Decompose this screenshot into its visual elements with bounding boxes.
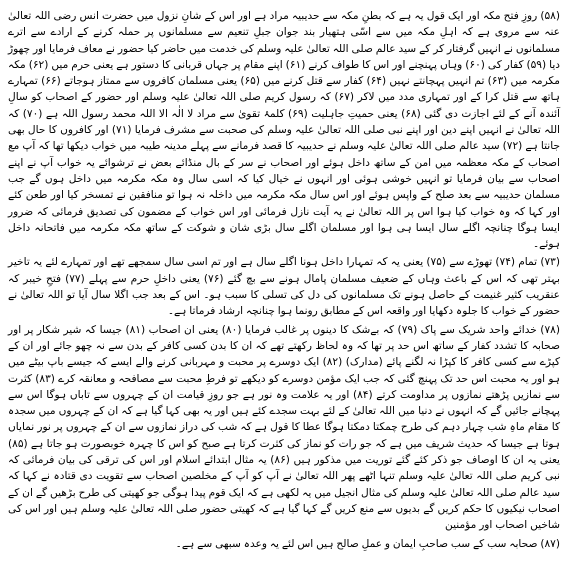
paragraph-notes-73-77: (۷۳) تمام (۷۴) تھوڑے سے (۷۵) یعنی یہ کہ تمہارا داخل ہونا اگلے سال ہے اور تم اسی سال سمجھے تھے اور تمہارے لئے یہ تاخیر بہتر تھی کہ اس کے باعث وہاں کے ضعیف مسلمان پامال ہونے سے بچ گئے (۷۶) یعنی داخلِ حرم سے پہلے (۷۷) فتحِ خیبر کہ عنقریب کثیر غنیمت کے حاصل ہونے تک مسلمانوں کی دل کی تسلی کا سبب ہو۔ اس کے بعد جب اگلا سال آیا تو اللہ تعالیٰ نے حضور کے خواب کا جلوہ دکھایا اور واقعہ اس کے مطابق رونما ہوا چنانچہ ارشاد فرماتا ہے۔ [8,256,561,318]
paragraph-note-87: (۸۷) صحابہ سب کے سب صاحبِ ایمان و عملِ صالح ہیں اس لئے یہ وعدہ سبھی سے ہے۔ [175,537,560,550]
paragraph-notes-78-86: (۷۸) خدائے واحد شریک سے پاک (۷۹) کہ بےشک کا دینوں پر غالب فرمایا (۸۰) یعنی ان اصحاب (۸۱) جیسا کہ شیر شکار پر اور صحابہ کا تشدد کفار کے ساتھ اس حد پر تھا کہ وہ لحاظ رکھتے تھے کہ ان کا بدن کسی کافر کے بدن سے نہ چھو جائے اور ان کے کپڑے سے کسی کافر کا کپڑا نہ لگنے پائے (مدارک) (۸۲) ایک دوسرے پر محبت و مہربانی کرنے والے ایسے کہ جیسے باپ بیٹے میں ہو اور یہ محبت اس حد تک پہنچ گئی کہ جب ایک مؤمن دوسرے کو دیکھے تو فرطِ محبت سے مصافحہ و معانقہ کرے (۸۳) کثرت سے نمازیں پڑھتے نمازوں پر مداومت کرتے (۸۴) اور یہ علامت وہ نور ہے جو روزِ قیامت ان کے چہروں سے تاباں ہوگا اس سے پہچانے جائیں گے کہ انہوں نے دنیا میں اللہ تعالیٰ کے لئے بہت سجدے کئے ہیں اور یہ بھی کہا گیا ہے کہ ان کے چہروں میں سجدہ کا مقام ماہِ شب چہار دہم کی طرح چمکتا دمکتا ہوگا عطا کا قول ہے کہ شب کی دراز نمازوں سے ان کے چہروں پر نور نمایاں ہوتا ہے جیسا کہ حدیث شریف میں ہے کہ جو رات کو نماز کی کثرت کرتا ہے صبح کو اس کا چہرہ خوبصورت ہو جاتا ہے (۸۵) یعنی یہ ان کا اوصاف جو ذکر کئے گئے توریت میں مذکور ہیں (۸۶) یہ مثال ابتدائے اسلام اور اس کی ترقی کی بیان فرمائی کہ نبی کریم صلی اللہ تعالیٰ علیہ وسلم تنہا اٹھے پھر اللہ تعالیٰ نے آپ کو آپ کے مخلصین اصحاب سے تقویت دی قتادہ نے کہا کہ سید عالم صلی اللہ تعالیٰ علیہ وسلم کی مثال انجیل میں یہ لکھی ہے کہ ایک قوم پیدا ہوگی جو کھیتی کی طرح بڑھیں گے ان کے اصحاب نیکیوں کا حکم کریں گے بدیوں سے منع کریں گے کہا گیا ہے کہ کھیتی حضور صلی اللہ تعالیٰ علیہ وسلم ہیں اور اس کی شاخیں اصحاب اور مؤمنین [8,323,561,532]
paragraph-notes-58-72: (۵۸) روزِ فتح مکہ اور ایک قول یہ ہے کہ بطنِ مکہ سے حدیبیہ مراد ہے اور اس کے شانِ نزول میں حضرت انس رضی اللہ تعالیٰ عنہ سے مروی ہے کہ اہلِ مکہ میں سے اسّی ہتھیار بند جوان جبلِ تنعیم سے مسلمانوں پر حملہ کرنے کے ارادے سے اترے مسلمانوں نے انہیں گرفتار کر کے سید عالم صلی اللہ تعالیٰ علیہ وسلم کی خدمت میں حاضر کیا حضور نے معاف فرمایا اور چھوڑ دیا (۵۹) کفار کی (۶۰) وہاں پہنچنے اور اس کا طواف کرنے (۶۱) اپنے مقام پر جہاں قربانی کا دستور ہے یعنی حرم میں (۶۲) مکہ مکرمہ میں (۶۳) تم انہیں پہچانتے نہیں (۶۴) کفار سے قتل کرنے میں (۶۵) یعنی مسلمان کافروں سے ممتاز ہوجاتے (۶۶) تمہارے ہاتھ سے قتل کرا کے اور تمہاری مدد میں لاکر (۶۷) کہ رسول کریم صلی اللہ تعالیٰ علیہ وسلم اور حضور کے اصحاب کو سالِ آئندہ آنے کے لئے اجازت دی گئی (۶۸) یعنی حمیتِ جاہلیت (۶۹) کلمۂ تقویٰ سے مراد لا الٰہ الا اللہ محمد رسول اللہ ہے (۷۰) کہ اللہ تعالیٰ نے انہیں اپنے دین اور اپنے نبی صلی اللہ تعالیٰ علیہ وسلم کی صحبت سے مشرف فرمایا (۷۱) اور کافروں کا حال بھی جانتا ہے (۷۲) سید عالم صلی اللہ تعالیٰ علیہ وسلم نے حدیبیہ کا قصد فرمانے سے پہلے مدینہ طیبہ میں خواب دیکھا تھا کہ آپ مع اصحاب کے مکہ معظمہ میں امن کے ساتھ داخل ہوئے اور اصحاب نے سر کے بال منڈائے بعض نے ترشوائے یہ خواب آپ نے اپنے اصحاب سے بیان فرمایا تو انہیں خوشی ہوئی اور انہوں نے خیال کیا کہ اسی سال وہ مکہ مکرمہ میں داخل ہوں گے جب مسلمان حدیبیہ سے بعد صلح کے واپس ہوئے اور اس سال مکہ مکرمہ میں داخلہ نہ ہوا تو منافقین نے تمسخر کیا اور طعن کئے اور کہا کہ وہ خواب کیا ہوا اس پر اللہ تعالیٰ نے یہ آیت نازل فرمائی اور اس خواب کے مضمون کی تصدیق فرمائی کہ ضرور ایسا ہوگا چنانچہ اگلے سال ایسا ہی ہوا اور مسلمان اگلے سال بڑی شان و شوکت کے ساتھ مکہ مکرمہ میں فاتحانہ داخل ہوئے۔ [8,10,560,251]
